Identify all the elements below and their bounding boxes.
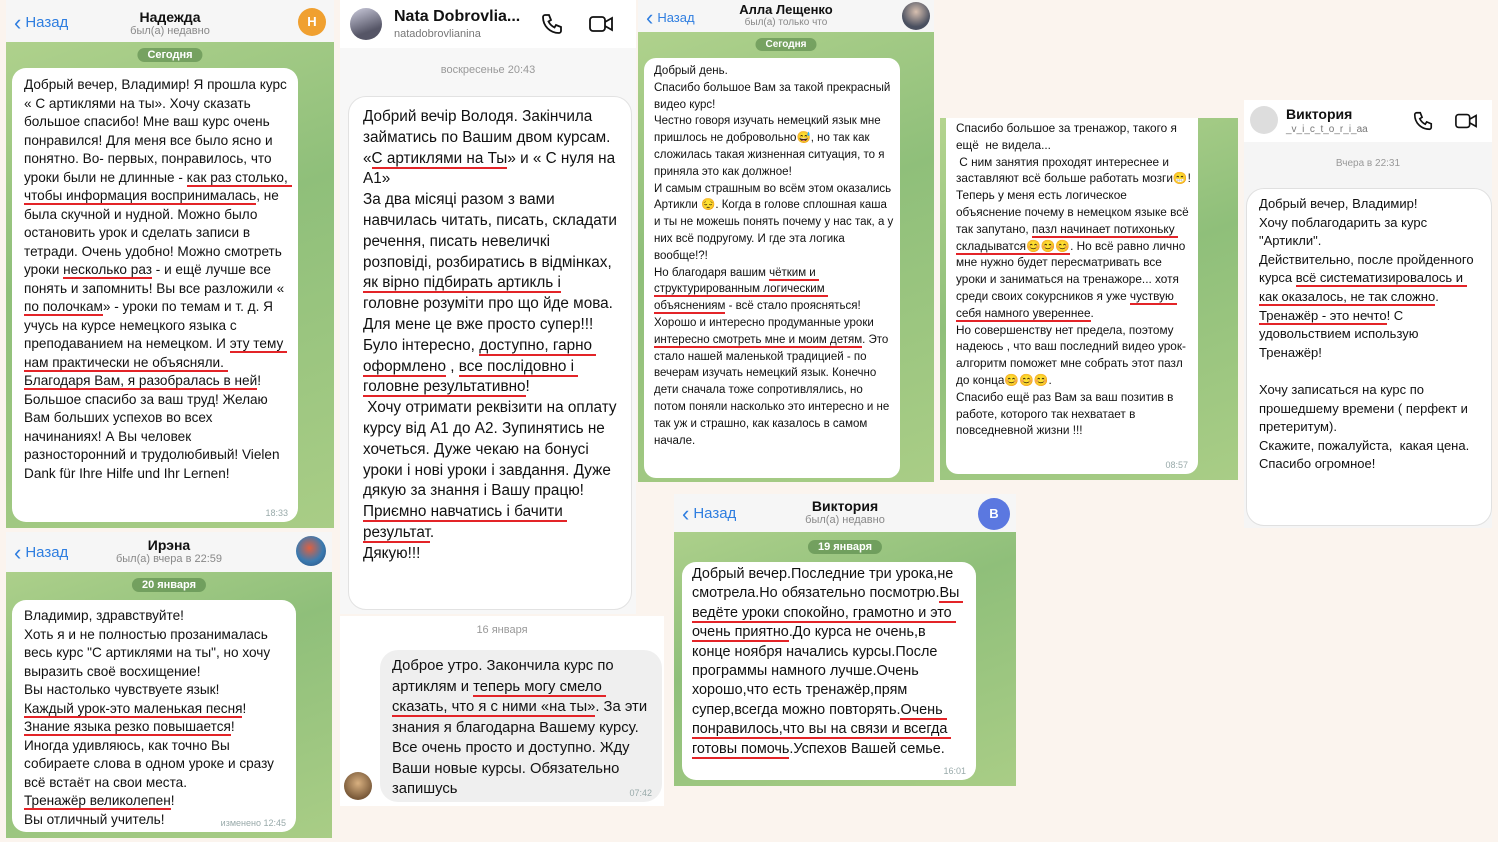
message-text bbox=[12, 68, 298, 483]
message-time: изменено 12:45 bbox=[220, 818, 286, 828]
underlined-text: интересно смотреть мне и моим детям bbox=[654, 333, 863, 346]
video-icon[interactable] bbox=[588, 12, 614, 36]
contact-status: был(а) только что bbox=[744, 17, 828, 28]
message-bubble bbox=[348, 96, 632, 610]
text-segment: Спасибо большое за тренажор, такого я ещё не видела... С ним занятия проходят интереснее и заставляют всё больше работать мозги😁! Теперь у меня есть логическое объяснение почему в немецком языке всё так запутано, bbox=[956, 121, 1191, 236]
underlined-text: Тренажёр - это нечто bbox=[1259, 307, 1387, 323]
contact-name: Алла Лещенко bbox=[739, 2, 833, 17]
contact-status: был(а) вчера в 22:59 bbox=[115, 553, 223, 565]
date-separator: Вчера в 22:31 bbox=[1335, 158, 1401, 169]
text-segment: » и « С нуля на А1» За два місяці разом з вами навчилась читать, писать, складати речення, писать невеличкі розповіді, розбиратись в відмінках, bbox=[363, 149, 617, 271]
message-bubble bbox=[380, 650, 662, 802]
chat-header bbox=[1244, 100, 1492, 142]
underlined-text: эту тему нам практически не объясняли. Благодаря Вам, я разобралась в ней bbox=[24, 336, 288, 388]
chevron-left-icon: ‹ bbox=[682, 501, 690, 526]
text-segment: . Дякую!!! bbox=[363, 523, 435, 562]
message-text bbox=[1247, 189, 1491, 474]
text-segment: головне розуміти про що йде мова. Для мене це вже просто супер!!! Було інтересно, bbox=[363, 274, 618, 354]
underlined-text: Тренажёр великолепен bbox=[24, 793, 171, 808]
message-text bbox=[12, 600, 296, 829]
text-segment: Добрый вечер, Владимир! Хочу поблагодарить за курс "Артикли". Действительно, после пройденного курса bbox=[1259, 196, 1474, 286]
underlined-text: пазл начинает потихоньку складыватся😊😊😊 bbox=[956, 221, 1178, 253]
text-segment: ! С удовольствием использую Тренажёр! Хочу записаться на курс по прошедшему времени ( перфект и претеритум). Скажите, пожалуйста, какая цена. Спасибо огромное! bbox=[1259, 307, 1470, 472]
chevron-left-icon: ‹ bbox=[14, 10, 22, 35]
back-button[interactable]: ‹ Назад bbox=[14, 10, 69, 35]
text-segment: , не была скучной и нудной. Можно было остановить урок и сделать записи в тетради. Очень удобно! Можно смотреть уроки bbox=[24, 188, 286, 277]
text-segment: Добрый день. Спасибо большое Вам за такой прекрасный видео курс! Честно говоря изучать немецкий язык мне пришлось не добровольно😅, но так как сложилась такая жизненная ситуация, то я приняла это как должное! И самым страшным во всём этом оказались Артикли 😔. Когда в голове сплошная каша и ты не можешь понять почему у нас так, а у них всё подругому. И где эта логика вообще!?! Но благодаря вашим bbox=[654, 65, 894, 279]
contact-handle: natadobrovlianina bbox=[394, 28, 481, 40]
contact-name: Виктория bbox=[1286, 106, 1353, 122]
date-separator: 19 января bbox=[808, 540, 882, 554]
message-text bbox=[644, 58, 900, 449]
text-segment: - и ещё лучше все понять и запомнить! Вы все разложили « bbox=[24, 262, 288, 296]
back-button[interactable]: ‹ Назад bbox=[646, 5, 695, 30]
avatar-photo[interactable] bbox=[296, 536, 326, 566]
text-segment: ! Иногда удивляюсь, как точно Вы собираете слова в одном уроке и сразу всё встаёт на свои места. bbox=[24, 719, 274, 790]
chat-panel-alla bbox=[638, 0, 934, 482]
text-segment: Владимир, здравствуйте! Хоть я и не полностью прозанималась весь курс "С артиклями на ты", но хочу выразить своё восхищение! Вы настолько чувствуете язык! bbox=[24, 608, 271, 697]
phone-icon[interactable] bbox=[540, 12, 564, 36]
underlined-text: Вы ведёте уроки спокойно, грамотно и это очень приятно bbox=[692, 585, 964, 641]
contact-name: Виктория bbox=[811, 498, 879, 514]
date-separator: 20 января bbox=[132, 578, 206, 592]
contact-status: был(а) недавно bbox=[805, 514, 885, 526]
message-text bbox=[349, 97, 631, 565]
text-segment: Доброе утро. Закончила курс по артиклям и bbox=[392, 658, 618, 695]
text-segment: ! Большое спасибо за ваш труд! Желаю Вам больших успехов во всех начинаниях! А Вы человек разносторонний и трудолюбивый! Vielen Dank für Ihre Hilfe und Ihr Lernen! bbox=[24, 373, 284, 481]
chat-header bbox=[6, 0, 334, 42]
message-bubble bbox=[12, 68, 298, 522]
avatar[interactable]: В bbox=[978, 498, 1010, 530]
chat-panel-victoria-ig bbox=[1244, 100, 1492, 528]
message-bubble bbox=[946, 118, 1198, 474]
message-time: 18:33 bbox=[265, 508, 288, 518]
underlined-text: как раз столько, чтобы информация воспринималась bbox=[24, 169, 292, 203]
contact-name: Ирэна bbox=[147, 537, 191, 553]
chat-panel-nadezhda bbox=[6, 0, 334, 528]
text-segment: ! Хочу отримати реквізити на оплату курсу від А1 до А2. Зупинятись не хочеться. Дуже чекаю на бонусі уроки і нові уроки і завдання. Дуже дякую за знання і Вашу працю! bbox=[363, 378, 617, 500]
underlined-text: Приємно навчатись і бачити результат bbox=[363, 503, 568, 541]
underlined-text: по полочкам bbox=[24, 299, 103, 314]
text-segment: , bbox=[446, 357, 459, 375]
message-bubble bbox=[1246, 188, 1492, 526]
text-segment: .До курса не очень,в конце ноября начались курсы.После программы намного лучше.Очень хорошо,что есть тренажёр,прям супер,всегда можно повторять. bbox=[692, 624, 942, 718]
underlined-text: всё систематизировалось и как оказалось, не так сложно bbox=[1259, 270, 1467, 304]
avatar-photo[interactable] bbox=[902, 2, 930, 30]
text-segment: .Успехов Вашей семье. bbox=[789, 740, 945, 757]
contact-handle: _v_i_c_t_o_r_i_aa bbox=[1286, 124, 1368, 135]
underlined-text: Каждый урок-это маленькая песня bbox=[24, 700, 243, 716]
date-separator: воскресенье 20:43 bbox=[440, 64, 536, 76]
date-separator: 16 января bbox=[476, 624, 528, 636]
message-bubble bbox=[644, 58, 900, 478]
contact-name: Nata Dobrovlia... bbox=[394, 8, 521, 25]
phone-icon[interactable] bbox=[1412, 110, 1434, 132]
chat-header bbox=[6, 532, 332, 572]
date-separator: Сегодня bbox=[755, 38, 816, 51]
avatar[interactable] bbox=[1250, 106, 1278, 134]
text-segment: Добрый вечер.Последние три урока,не смотрела.Но обязательно посмотрю. bbox=[692, 566, 958, 602]
chat-panel-victoria bbox=[674, 494, 1016, 786]
underlined-text: все послідовно і головне результативно bbox=[363, 357, 579, 396]
underlined-text: Знание языка резко повышается bbox=[24, 719, 231, 734]
message-bubble bbox=[682, 562, 976, 780]
text-segment: - всё стало проясняться! Хорошо и интересно продуманные уроки bbox=[654, 300, 874, 329]
text-segment: » - уроки по темам и т. д. Я учусь на курсе немецкого языка с преподаванием на немецком. И bbox=[24, 299, 277, 351]
text-segment: . Это стало нашей маленькой традицией - по вечерам изучать немецкий язык. Конечно дети сначала тоже сопротивлялись, но потом поняли насколько это интересно и не так уж и страшно, как казалось в самом начале. bbox=[654, 333, 893, 447]
text-segment: ! bbox=[242, 700, 247, 716]
chevron-left-icon: ‹ bbox=[14, 540, 22, 565]
message-time: 08:57 bbox=[1165, 460, 1188, 470]
message-text bbox=[682, 562, 976, 759]
text-segment: Добрый вечер, Владимир! Я прошла курс « С артиклями на ты». Хочу сказать большое спасибо! Мне ваш курс очень понравился! Для меня все было ясно и понятно. Во- первых, понравилось, что уроки были не длинные - bbox=[24, 77, 291, 185]
back-button[interactable]: ‹ Назад bbox=[682, 501, 737, 526]
chat-panel-irena bbox=[6, 532, 332, 838]
chat-panel-nata bbox=[340, 0, 636, 614]
message-bubble bbox=[12, 600, 296, 832]
avatar[interactable]: Н bbox=[298, 8, 326, 36]
back-button[interactable]: ‹ Назад bbox=[14, 540, 69, 565]
date-separator: Сегодня bbox=[137, 48, 202, 62]
text-segment: Добрий вечір Володя. Закінчила займатись по Вашим двом курсам. « bbox=[363, 108, 615, 167]
underlined-text: несколько раз bbox=[63, 262, 152, 277]
chat-header bbox=[340, 0, 636, 48]
underlined-text: чуствую себя намного увереннее bbox=[956, 288, 1178, 320]
contact-status: был(а) недавно bbox=[130, 25, 210, 37]
text-segment: ! Вы отличный учитель! bbox=[24, 793, 175, 827]
underlined-text: як вірно підбирать артикль і bbox=[363, 274, 561, 292]
chat-panel-trainer bbox=[940, 118, 1238, 480]
underlined-text: чётким и структурированным логическим объяснениям bbox=[654, 266, 828, 313]
message-text bbox=[946, 118, 1198, 439]
text-segment: . bbox=[1435, 288, 1439, 304]
chat-header bbox=[674, 494, 1016, 532]
message-text bbox=[380, 650, 662, 800]
message-time: 07:42 bbox=[629, 788, 652, 798]
text-segment: . За эти знания я благодарна Вашему курсу. Все очень просто и доступно. Жду Ваши новые курсы. Обязательно запишусь bbox=[392, 699, 652, 797]
avatar-photo[interactable] bbox=[344, 772, 372, 800]
underlined-text: доступно, гарно оформлено bbox=[363, 336, 597, 375]
video-icon[interactable] bbox=[1454, 110, 1478, 132]
underlined-text: Очень понравилось,что вы на связи и всегда готовы помочь bbox=[692, 701, 952, 757]
underlined-text: С артиклями на Ты bbox=[371, 149, 508, 167]
contact-name: Надежда bbox=[139, 9, 201, 25]
text-segment: . Но всё равно лично мне нужно будет пересматривать все уроки и заниматься на тренажоре... хотя среди своих сокурсников я уже bbox=[956, 238, 1189, 303]
chevron-left-icon: ‹ bbox=[646, 5, 654, 30]
chat-header bbox=[638, 0, 934, 32]
chat-panel-morning bbox=[340, 616, 664, 806]
avatar-photo[interactable] bbox=[350, 8, 382, 40]
text-segment: . Но совершенству нет предела, поэтому надеюсь , что ваш последний видео урок-алгоритм поможет мне собрать этот пазл до конца😊😊😊. Спасибо ещё раз Вам за ваш позитив в работе, которого так нехватает в повседневной жизни !!! bbox=[956, 305, 1186, 438]
message-time: 16:01 bbox=[943, 766, 966, 776]
underlined-text: теперь могу смело сказать, что я с ними «на ты» bbox=[392, 678, 607, 715]
